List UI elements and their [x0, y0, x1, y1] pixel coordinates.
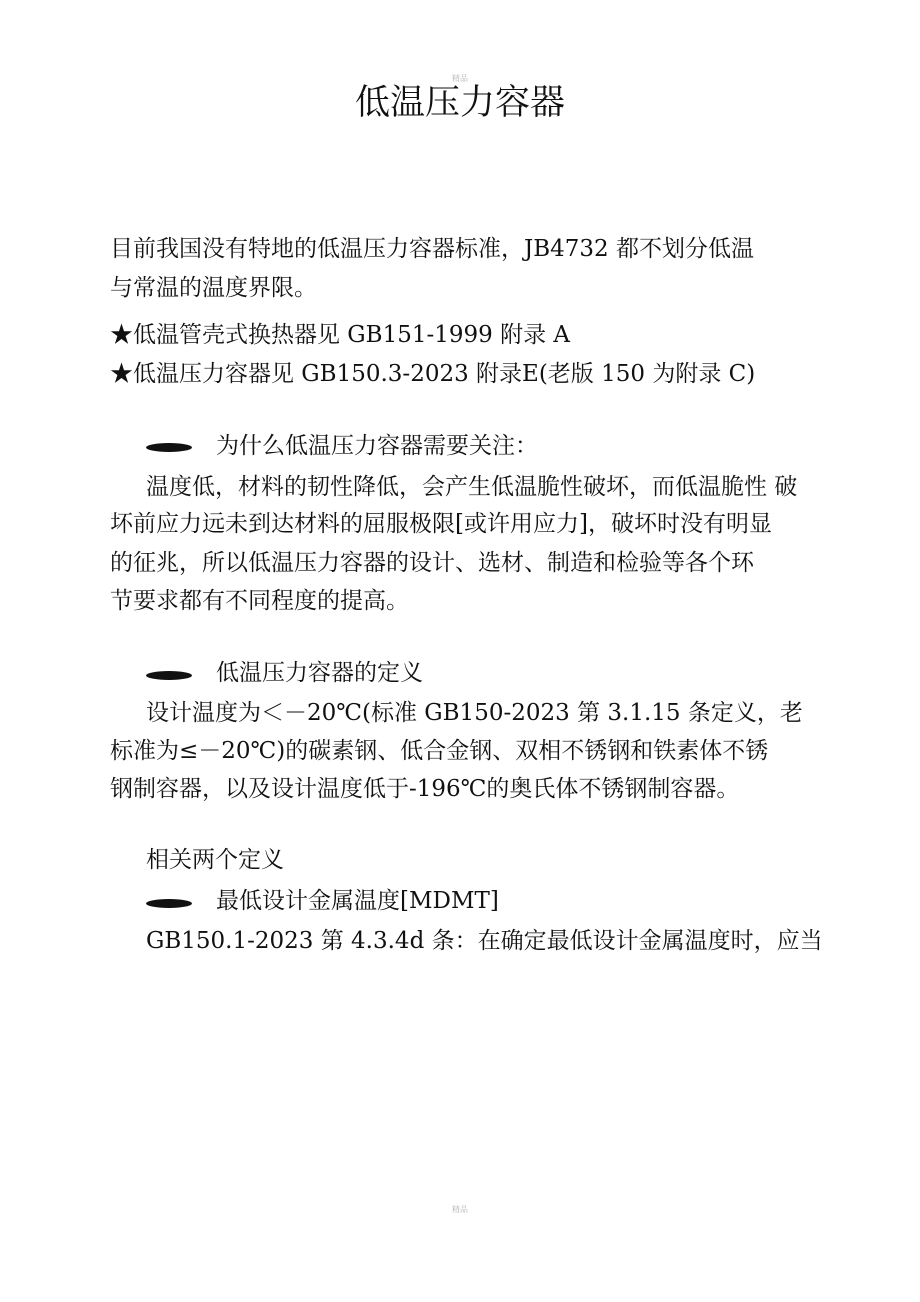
paragraph-line: 温度低，材料的韧性降低，会产生低温脆性破坏，而低温脆性 破	[146, 474, 798, 500]
reference-item-1: ★低温管壳式换热器见 GB151-1999 附录 A	[110, 322, 571, 348]
section-heading-mdmt: 最低设计金属温度[MDMT]	[216, 888, 499, 914]
paragraph-line: 标准为≤－20℃)的碳素钢、低合金钢、双相不锈钢和铁素体不锈	[110, 738, 769, 764]
page-title: 低温压力容器	[354, 83, 565, 123]
paragraph-line: 节要求都有不同程度的提高。	[110, 588, 409, 614]
paragraph-line: GB150.1-2023 第 4.3.4d 条：在确定最低设计金属温度时，应当	[146, 928, 823, 954]
paragraph-line: 坏前应力远未到达材料的屈服极限[或许用应力]，破坏时没有明显	[110, 511, 772, 537]
paragraph-line: 钢制容器，以及设计温度低于-196℃的奥氏体不锈钢制容器。	[110, 776, 740, 802]
section-bullet-icon	[146, 899, 192, 908]
intro-line-1: 目前我国没有特地的低温压力容器标准，JB4732 都不划分低温	[110, 236, 754, 262]
section-heading-why: 为什么低温压力容器需要关注：	[216, 433, 538, 459]
paragraph-line: 设计温度为＜－20℃(标准 GB150-2023 第 3.1.15 条定义，老	[146, 700, 803, 726]
section-heading-definition: 低温压力容器的定义	[216, 660, 423, 686]
reference-item-2: ★低温压力容器见 GB150.3-2023 附录E(老版 150 为附录 C)	[110, 361, 756, 387]
watermark-bottom: 精品	[452, 1205, 468, 1214]
watermark-top: 精品	[452, 74, 468, 83]
section-label-related: 相关两个定义	[146, 847, 284, 873]
paragraph-line: 的征兆，所以低温压力容器的设计、选材、制造和检验等各个环	[110, 550, 754, 576]
intro-line-2: 与常温的温度界限。	[110, 275, 317, 301]
section-bullet-icon	[146, 443, 192, 452]
section-bullet-icon	[146, 671, 192, 680]
